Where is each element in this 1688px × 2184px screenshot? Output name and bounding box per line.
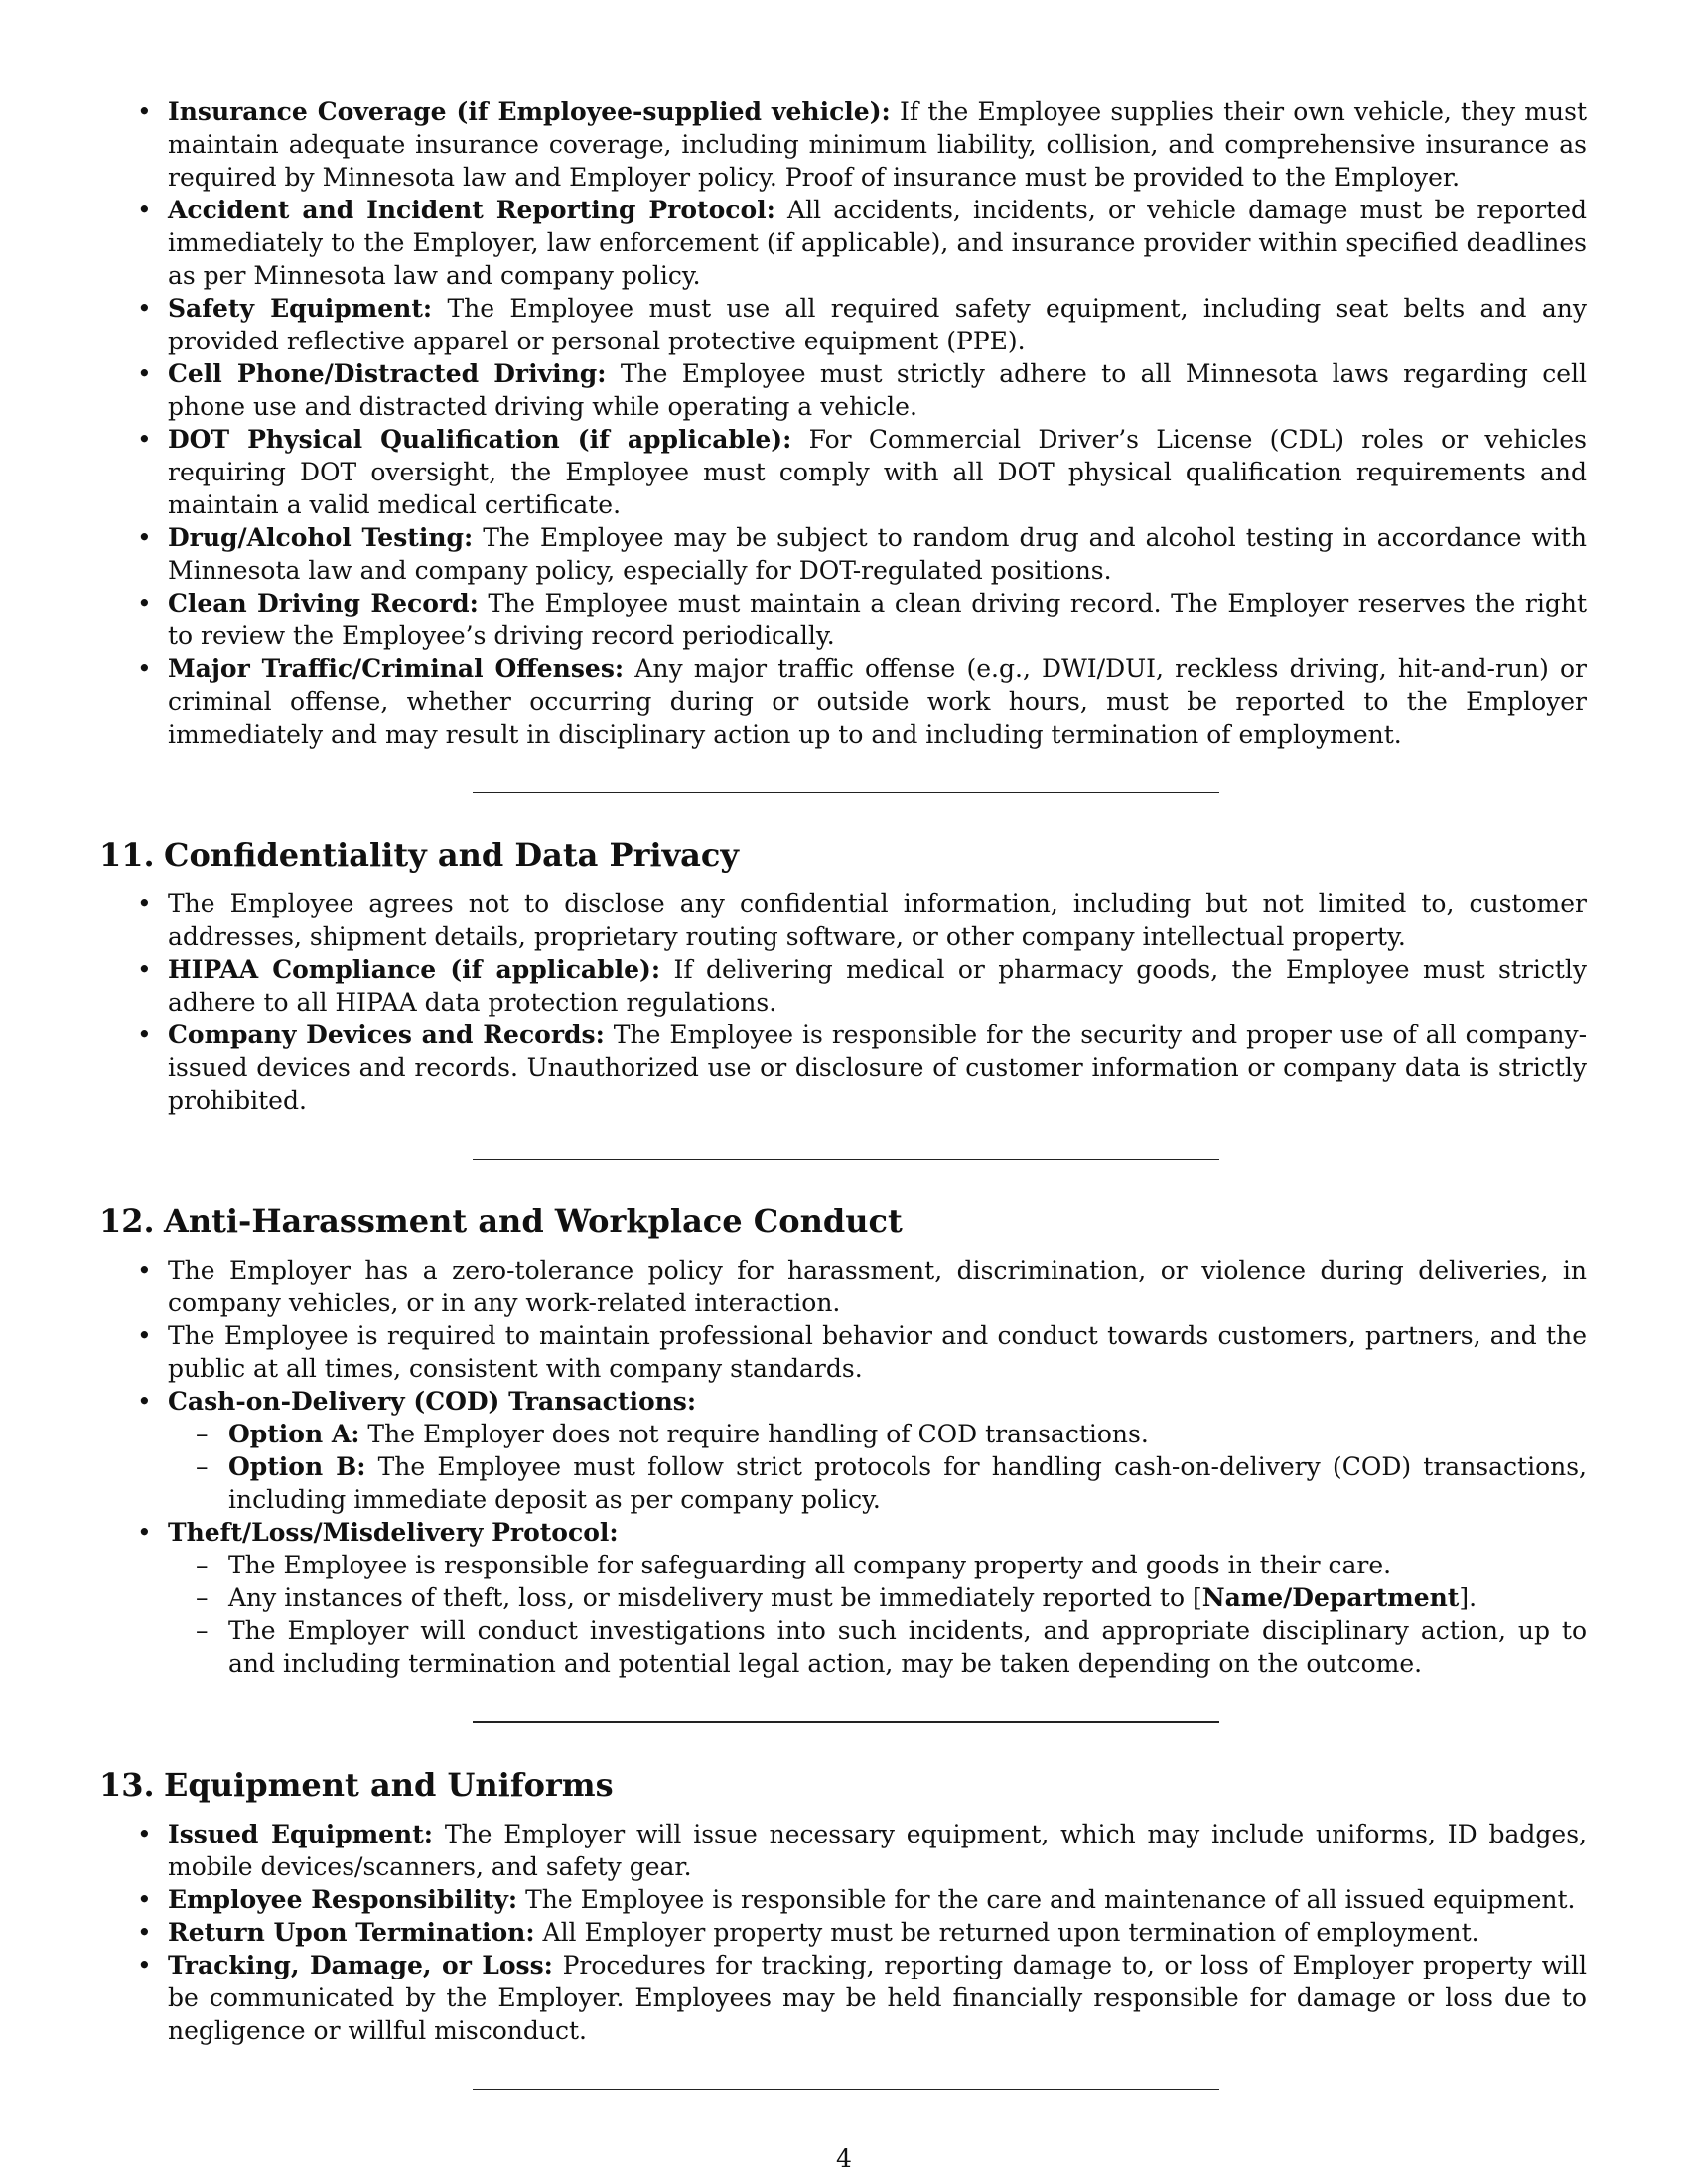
section-title: Confidentiality and Data Privacy (164, 836, 739, 874)
sub-list-item (168, 1450, 1587, 1516)
sub-list-item (168, 1614, 1587, 1680)
item-label: Employee Responsibility: (168, 1885, 518, 1914)
list-item (99, 194, 1587, 292)
list-item (99, 1883, 1587, 1916)
option-label: Option A: (228, 1420, 360, 1448)
item-text: For Commercial Driver’s License (CDL) roles or vehicles requiring DOT oversight, the Employee must comply with all DOT physical qualification requirements and maintain a valid medical certificate. (168, 425, 1587, 519)
item-text: The Employee agrees not to disclose any confidential information, including but not limited to, customer addresses, shipment details, proprietary routing software, or other company intellectual property. (168, 889, 1587, 951)
list-item (99, 1385, 1587, 1516)
section-divider (473, 1159, 1219, 1160)
section-heading-11 (99, 836, 1587, 874)
list-item (99, 953, 1587, 1019)
item-label: Issued Equipment: (168, 1820, 434, 1848)
item-text: All Employer property must be returned upon termination of employment. (534, 1918, 1479, 1947)
item-text: The Employer has a zero-tolerance policy for harassment, discrimination, or violence during deliveries, in company vehicles, or in any work-related interaction. (168, 1256, 1587, 1317)
list-item (99, 1818, 1587, 1883)
item-label: DOT Physical Qualification (if applicable): (168, 425, 792, 454)
placeholder-name-department: Name/Department (1201, 1583, 1460, 1612)
vehicle-requirements-list (99, 95, 1587, 751)
placeholder-open: [ (1192, 1583, 1202, 1612)
item-text: The Employee may be subject to random drug and alcohol testing in accordance with Minnesota law and company policy, especially for DOT-regulated positions. (168, 523, 1587, 585)
conduct-list (99, 1254, 1587, 1680)
item-text: The Employer will conduct investigations into such incidents, and appropriate disciplinary action, up to and including termination and potential legal action, may be taken depending on the outcome. (228, 1616, 1587, 1678)
item-text: The Employee must strictly adhere to all Minnesota laws regarding cell phone use and distracted driving while operating a vehicle. (168, 359, 1588, 421)
item-text: The Employer will issue necessary equipment, which may include uniforms, ID badges, mobile devices/scanners, and safety gear. (168, 1820, 1587, 1881)
page-content (99, 95, 1587, 2090)
item-label: Cash-on-Delivery (COD) Transactions: (168, 1387, 697, 1416)
item-text: If delivering medical or pharmacy goods, the Employee must strictly adhere to all HIPAA data protection regulations. (168, 955, 1587, 1017)
section-number: 11. (99, 836, 155, 874)
section-heading-13 (99, 1766, 1587, 1804)
sub-list-item (168, 1581, 1587, 1614)
sub-list-item (168, 1418, 1587, 1450)
item-label: Theft/Loss/Misdelivery Protocol: (168, 1518, 619, 1547)
list-item (99, 95, 1587, 194)
section-number: 13. (99, 1766, 155, 1804)
list-item (99, 1019, 1587, 1117)
item-label: Company Devices and Records: (168, 1021, 605, 1049)
section-number: 12. (99, 1202, 155, 1240)
item-text: Procedures for tracking, reporting damage to, or loss of Employer property will be communicated by the Employer. Employees may be held financially responsible for damage or loss due to negligence or willful misconduct. (168, 1951, 1587, 2045)
option-text: The Employer does not require handling of COD transactions. (359, 1420, 1149, 1448)
page-number: 4 (836, 2144, 852, 2173)
sub-list-item (168, 1549, 1587, 1581)
section-title: Anti-Harassment and Workplace Conduct (164, 1202, 903, 1240)
item-label: Accident and Incident Reporting Protocol: (168, 196, 775, 224)
list-item (99, 521, 1587, 587)
item-text: Any major traffic offense (e.g., DWI/DUI, reckless driving, hit-and-run) or criminal offense, whether occurring during or outside work hours, must be reported to the Employer immediately and may result in disciplinary action up to and including termination of employment. (168, 654, 1587, 749)
section-divider (473, 1721, 1219, 1723)
list-item (99, 357, 1587, 423)
list-item (99, 1516, 1587, 1680)
cod-options-list (168, 1418, 1587, 1516)
item-label: Insurance Coverage (if Employee-supplied vehicle): (168, 97, 891, 126)
item-text: The Employee is responsible for the security and proper use of all company-issued devices and records. Unauthorized use or disclosure of customer information or company data is strictly prohibited. (168, 1021, 1588, 1115)
list-item (99, 1916, 1587, 1949)
list-item (99, 292, 1587, 357)
item-label: Safety Equipment: (168, 294, 433, 323)
list-item (99, 1949, 1587, 2047)
list-item (99, 1254, 1587, 1319)
item-label: Major Traffic/Criminal Offenses: (168, 654, 625, 683)
theft-protocol-list (168, 1549, 1587, 1680)
item-label: Clean Driving Record: (168, 589, 479, 617)
item-text: If the Employee supplies their own vehicle, they must maintain adequate insurance coverage, including minimum liability, collision, and comprehensive insurance as required by Minnesota law and Employer policy. Proof of insurance must be provided to the Employer. (168, 97, 1587, 192)
section-divider (473, 792, 1219, 793)
item-label: HIPAA Compliance (if applicable): (168, 955, 661, 984)
section-divider (473, 2089, 1219, 2090)
item-text: The Employee is required to maintain professional behavior and conduct towards customers, partners, and the public at all times, consistent with company standards. (168, 1321, 1587, 1383)
list-item (99, 652, 1587, 751)
item-label: Return Upon Termination: (168, 1918, 535, 1947)
item-label: Tracking, Damage, or Loss: (168, 1951, 553, 1979)
item-text: The Employee is responsible for the care and maintenance of all issued equipment. (517, 1885, 1576, 1914)
item-text: The Employee must maintain a clean driving record. The Employer reserves the right to review the Employee’s driving record periodically. (168, 589, 1587, 650)
section-title: Equipment and Uniforms (164, 1766, 614, 1804)
confidentiality-list (99, 887, 1587, 1117)
item-text: Any instances of theft, loss, or misdelivery must be immediately reported to (228, 1583, 1193, 1612)
list-item (99, 1319, 1587, 1385)
list-item (99, 587, 1587, 652)
option-text: The Employee must follow strict protocols for handling cash-on-delivery (COD) transactions, including immediate deposit as per company policy. (228, 1452, 1587, 1514)
item-text: The Employee is responsible for safeguarding all company property and goods in their care. (228, 1551, 1392, 1579)
item-label: Cell Phone/Distracted Driving: (168, 359, 607, 388)
item-text: All accidents, incidents, or vehicle damage must be reported immediately to the Employer, law enforcement (if applicable), and insurance provider within specified deadlines as per Minnesota law and company policy. (168, 196, 1587, 290)
list-item (99, 887, 1587, 953)
list-item (99, 423, 1587, 521)
item-label: Drug/Alcohol Testing: (168, 523, 474, 552)
placeholder-close: ]. (1459, 1583, 1477, 1612)
section-heading-12 (99, 1202, 1587, 1240)
option-label: Option B: (228, 1452, 366, 1481)
item-text: The Employee must use all required safety equipment, including seat belts and any provided reflective apparel or personal protective equipment (PPE). (168, 294, 1587, 355)
equipment-list (99, 1818, 1587, 2047)
